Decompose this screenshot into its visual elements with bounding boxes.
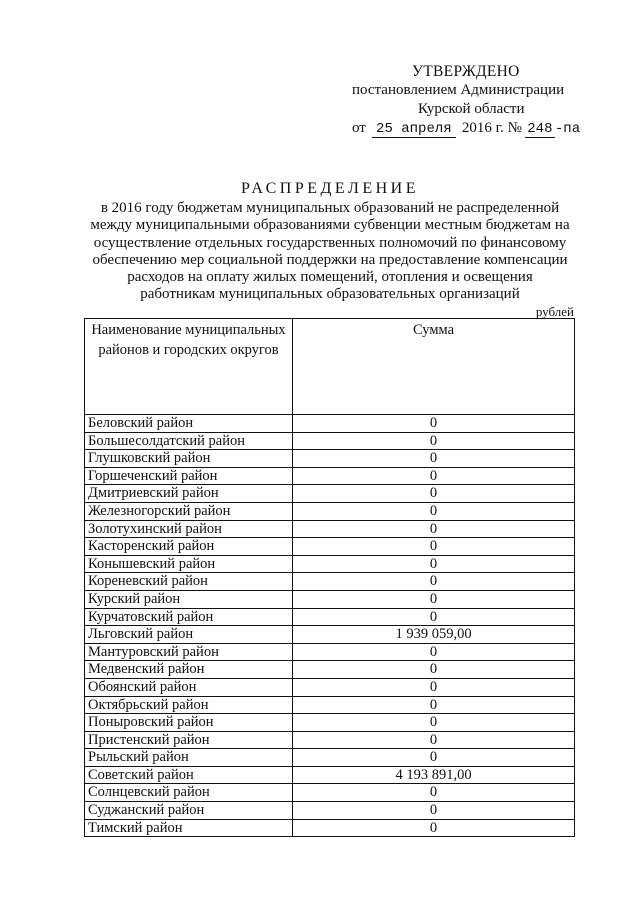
table-row	[85, 608, 575, 626]
district-name: Пристенский район	[85, 731, 293, 749]
district-sum: 0	[293, 573, 575, 591]
approval-region: Курской области	[418, 101, 525, 117]
table-row	[85, 502, 575, 520]
table-row	[85, 714, 575, 732]
table-row	[85, 766, 575, 784]
district-sum: 1 939 059,00	[293, 626, 575, 644]
district-sum: 0	[293, 485, 575, 503]
district-sum: 0	[293, 432, 575, 450]
district-sum: 0	[293, 538, 575, 556]
district-name: Октябрьский район	[85, 696, 293, 714]
district-name: Глушковский район	[85, 450, 293, 468]
approval-from-prefix: от	[352, 120, 366, 136]
district-sum: 0	[293, 502, 575, 520]
approval-title: УТВЕРЖДЕНО	[412, 63, 520, 80]
district-name: Солнцевский район	[85, 784, 293, 802]
district-name: Мантуровский район	[85, 643, 293, 661]
approval-date-line	[352, 119, 580, 139]
table-row	[85, 784, 575, 802]
approval-year: 2016 г. №	[461, 120, 522, 136]
district-sum: 0	[293, 555, 575, 573]
district-sum: 0	[293, 678, 575, 696]
approval-number: 248	[525, 122, 555, 138]
table-row	[85, 661, 575, 679]
subtitle-line: обеспечению мер социальной поддержки на предоставление компенсации	[92, 251, 568, 268]
district-name: Льговский район	[85, 626, 293, 644]
district-name: Поныровский район	[85, 714, 293, 732]
approval-issuer: постановлением Администрации	[352, 82, 565, 98]
district-sum: 0	[293, 590, 575, 608]
district-name: Дмитриевский район	[85, 485, 293, 503]
district-sum: 0	[293, 802, 575, 820]
district-sum: 0	[293, 467, 575, 485]
table-row	[85, 678, 575, 696]
table-row	[85, 696, 575, 714]
district-name: Курчатовский район	[85, 608, 293, 626]
document-heading: РАСПРЕДЕЛЕНИЕ	[241, 180, 419, 197]
table-row	[85, 643, 575, 661]
table-row	[85, 450, 575, 468]
units-label: рублей	[535, 304, 574, 319]
district-sum: 0	[293, 731, 575, 749]
district-sum: 0	[293, 643, 575, 661]
table-row	[85, 467, 575, 485]
district-sum: 0	[293, 608, 575, 626]
subtitle-line: расходов на оплату жилых помещений, отопления и освещения	[127, 269, 533, 286]
district-name: Обоянский район	[85, 678, 293, 696]
district-sum: 0	[293, 450, 575, 468]
subtitle-line: между муниципальными образованиями субвенции местным бюджетам на	[90, 217, 570, 234]
district-name: Медвенский район	[85, 661, 293, 679]
district-sum: 0	[293, 819, 575, 837]
table-row	[85, 731, 575, 749]
table-row	[85, 432, 575, 450]
district-sum: 0	[293, 749, 575, 767]
table-row	[85, 626, 575, 644]
subtitle-line: осуществление отдельных государственных полномочий по финансовому	[93, 234, 567, 251]
district-sum: 4 193 891,00	[293, 766, 575, 784]
header-name: Наименование муниципальных районов и городских округов	[85, 319, 293, 415]
district-sum: 0	[293, 696, 575, 714]
district-name: Беловский район	[85, 415, 293, 433]
distribution-table	[84, 318, 575, 837]
document-title-block	[70, 180, 590, 303]
table-row	[85, 573, 575, 591]
table-row	[85, 749, 575, 767]
district-name: Суджанский район	[85, 802, 293, 820]
district-name: Тимский район	[85, 819, 293, 837]
district-sum: 0	[293, 714, 575, 732]
district-sum: 0	[293, 661, 575, 679]
district-name: Конышевский район	[85, 555, 293, 573]
district-name: Кореневский район	[85, 573, 293, 591]
table-row	[85, 590, 575, 608]
district-name: Золотухинский район	[85, 520, 293, 538]
table-header-row	[85, 319, 575, 415]
table-row	[85, 555, 575, 573]
table-row	[85, 485, 575, 503]
district-sum: 0	[293, 784, 575, 802]
district-name: Горшеченский район	[85, 467, 293, 485]
district-name: Касторенский район	[85, 538, 293, 556]
district-name: Большесолдатский район	[85, 432, 293, 450]
table-row	[85, 538, 575, 556]
district-name: Курский район	[85, 590, 293, 608]
table-row	[85, 802, 575, 820]
subtitle-line: в 2016 году бюджетам муниципальных образований не распределенной	[100, 200, 560, 217]
district-name: Советский район	[85, 766, 293, 784]
district-name: Рыльский район	[85, 749, 293, 767]
approval-date: 25 апреля	[372, 122, 456, 138]
table-row	[85, 415, 575, 433]
district-name: Железногорский район	[85, 502, 293, 520]
table-row	[85, 819, 575, 837]
district-sum: 0	[293, 415, 575, 433]
district-sum: 0	[293, 520, 575, 538]
subtitle-line: работникам муниципальных образовательных организаций	[140, 286, 520, 303]
header-sum: Сумма	[293, 319, 575, 415]
table-row	[85, 520, 575, 538]
approval-number-suffix: -па	[554, 121, 581, 137]
